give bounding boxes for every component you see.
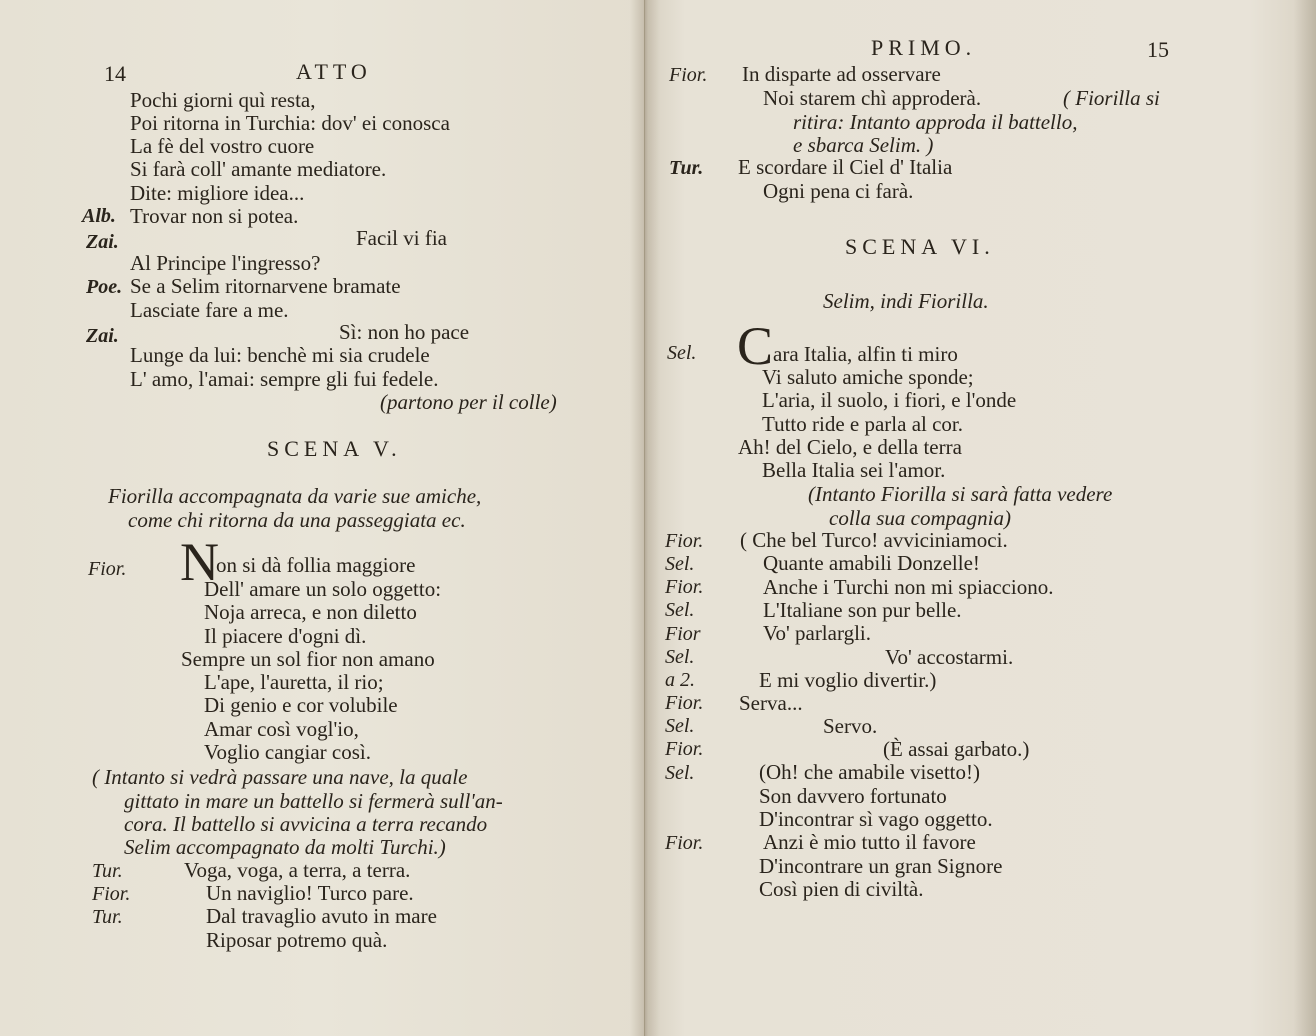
speaker-label: Fior. xyxy=(665,530,704,552)
verse-line: Dal travaglio avuto in mare xyxy=(206,904,437,928)
stage-direction: ritira: Intanto approda il battello, xyxy=(793,110,1078,134)
verse-line: E scordare il Ciel d' Italia xyxy=(738,155,953,179)
speaker-label: Sel. xyxy=(665,646,695,668)
stage-direction: come chi ritorna da una passeggiata ec. xyxy=(128,508,466,532)
verse-line: Bella Italia sei l'amor. xyxy=(762,458,946,482)
speaker-label: Alb. xyxy=(82,205,116,227)
verse-line: Tutto ride e parla al cor. xyxy=(762,412,964,436)
stage-direction: Fiorilla accompagnata da varie sue amiche, xyxy=(108,484,482,508)
page-edge-shadow xyxy=(1294,0,1316,1036)
page-number-right: 15 xyxy=(1147,37,1169,62)
dialogue-line: ( Che bel Turco! avviciniamoci. xyxy=(740,528,1008,552)
stage-direction: ( Intanto si vedrà passare una nave, la quale xyxy=(92,765,468,789)
scene-heading: SCENA VI. xyxy=(845,234,995,259)
speaker-label: Sel. xyxy=(665,762,695,784)
drop-cap: C xyxy=(737,316,774,376)
speaker-label: Sel. xyxy=(665,553,695,575)
dialogue-line: Vo' accostarmi. xyxy=(885,645,1014,669)
running-head-right: PRIMO. xyxy=(871,35,977,60)
verse-line: Vi saluto amiche sponde; xyxy=(762,365,974,389)
stage-direction: cora. Il battello si avvicina a terra recando xyxy=(124,812,488,836)
dialogue-line: D'incontrar sì vago oggetto. xyxy=(759,807,993,831)
stage-direction: (Intanto Fiorilla si sarà fatta vedere xyxy=(808,482,1113,506)
verse-line: Trovar non si potea. xyxy=(130,204,299,228)
verse-line: Pochi giorni quì resta, xyxy=(130,88,316,112)
verse-line: Si farà coll' amante mediatore. xyxy=(130,157,387,181)
verse-line: Lasciate fare a me. xyxy=(130,298,289,322)
scene-heading: SCENA V. xyxy=(267,436,402,461)
dialogue-line: Quante amabili Donzelle! xyxy=(763,551,980,575)
verse-line: Riposar potremo quà. xyxy=(206,928,388,952)
dialogue-line: Anche i Turchi non mi spiacciono. xyxy=(763,575,1054,599)
running-head-left: ATTO xyxy=(296,59,372,84)
speaker-label: a 2. xyxy=(665,669,695,691)
verse-line: Così pien di civiltà. xyxy=(759,877,924,901)
speaker-label: Poe. xyxy=(86,276,123,298)
verse-line: on si dà follia maggiore xyxy=(216,553,416,577)
verse-line: D'incontrare un gran Signore xyxy=(759,854,1003,878)
verse-line: Facil vi fia xyxy=(356,226,447,250)
verse-line: Dell' amare un solo oggetto: xyxy=(204,577,442,601)
verse-line: Noja arreca, e non diletto xyxy=(204,600,417,624)
speaker-label: Tur. xyxy=(92,906,123,928)
dialogue-line: Son davvero fortunato xyxy=(759,784,947,808)
verse-line: In disparte ad osservare xyxy=(742,62,941,86)
verse-line: Noi starem chì approderà. xyxy=(763,86,982,110)
verse-line: La fè del vostro cuore xyxy=(130,134,315,158)
verse-line: Dite: migliore idea... xyxy=(130,181,305,205)
verse-line: Il piacere d'ogni dì. xyxy=(204,624,367,648)
stage-direction: Selim accompagnato da molti Turchi.) xyxy=(124,835,446,859)
verse-line: L' amo, l'amai: sempre gli fui fedele. xyxy=(130,367,439,391)
verse-line: L'aria, il suolo, i fiori, e l'onde xyxy=(762,388,1017,412)
stage-direction: gittato in mare un battello si fermerà sull'an- xyxy=(124,789,503,813)
stage-direction: colla sua compagnia) xyxy=(829,506,1011,530)
speaker-label: Fior xyxy=(665,623,701,645)
verse-line: Di genio e cor volubile xyxy=(204,693,398,717)
drop-cap: N xyxy=(180,532,219,592)
verse-line: Un naviglio! Turco pare. xyxy=(206,881,414,905)
speaker-label: Sel. xyxy=(665,599,695,621)
verse-line: L'ape, l'auretta, il rio; xyxy=(204,670,384,694)
speaker-label: Fior. xyxy=(669,64,708,86)
dialogue-line: Serva... xyxy=(739,691,803,715)
left-page xyxy=(0,0,645,1036)
speaker-label: Fior. xyxy=(665,576,704,598)
dialogue-line: Vo' parlargli. xyxy=(763,621,871,645)
stage-direction: (partono per il colle) xyxy=(380,390,557,414)
dialogue-line: Servo. xyxy=(823,714,878,738)
verse-line: Al Principe l'ingresso? xyxy=(130,251,321,275)
verse-line: Ogni pena ci farà. xyxy=(763,179,914,203)
speaker-label: Tur. xyxy=(92,860,123,882)
speaker-label: Fior. xyxy=(88,558,127,580)
dialogue-line: E mi voglio divertir.) xyxy=(759,668,937,692)
speaker-label: Sel. xyxy=(665,715,695,737)
speaker-label: Zai. xyxy=(86,231,119,253)
speaker-label: Sel. xyxy=(667,342,697,364)
dialogue-line: (È assai garbato.) xyxy=(883,737,1030,761)
speaker-label: Tur. xyxy=(669,157,704,179)
speaker-label: Fior. xyxy=(665,692,704,714)
speaker-label: Fior. xyxy=(92,883,131,905)
verse-line: Poi ritorna in Turchia: dov' ei conosca xyxy=(130,111,450,135)
scene-subtitle: Selim, indi Fiorilla. xyxy=(823,289,989,313)
verse-line: Voglio cangiar così. xyxy=(204,740,371,764)
verse-line: ara Italia, alfin ti miro xyxy=(773,342,958,366)
verse-line: Ah! del Cielo, e della terra xyxy=(738,435,962,459)
stage-direction: ( Fiorilla si xyxy=(1063,86,1160,110)
verse-line: Anzi è mio tutto il favore xyxy=(763,830,976,854)
verse-line: Se a Selim ritornarvene bramate xyxy=(130,274,401,298)
verse-line: Voga, voga, a terra, a terra. xyxy=(184,858,411,882)
verse-line: Amar così vogl'io, xyxy=(204,717,359,741)
dialogue-line: L'Italiane son pur belle. xyxy=(763,598,962,622)
verse-line: Lunge da lui: benchè mi sia crudele xyxy=(130,343,430,367)
page-number-left: 14 xyxy=(104,61,126,86)
verse-line: Sì: non ho pace xyxy=(339,320,470,344)
speaker-label: Zai. xyxy=(86,325,119,347)
dialogue-line: (Oh! che amabile visetto!) xyxy=(759,760,980,784)
right-page xyxy=(645,0,1316,1036)
verse-line: Sempre un sol fior non amano xyxy=(181,647,435,671)
speaker-label: Fior. xyxy=(665,738,704,760)
stage-direction: e sbarca Selim. ) xyxy=(793,133,934,157)
speaker-label: Fior. xyxy=(665,832,704,854)
